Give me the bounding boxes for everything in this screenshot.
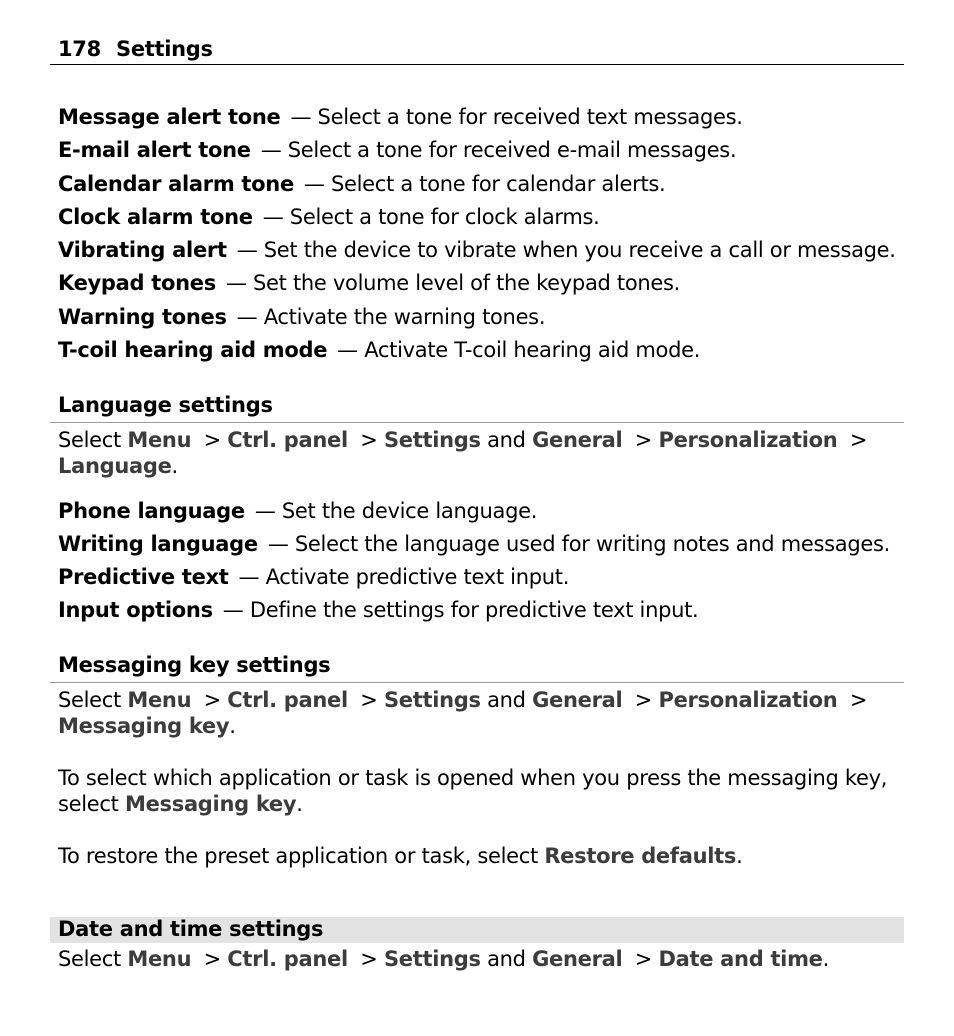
path-ctrl-panel: Ctrl. panel <box>227 947 348 971</box>
path-ctrl-panel: Ctrl. panel <box>227 688 348 712</box>
path-menu: Menu <box>127 947 192 971</box>
definition-term: Clock alarm tone <box>58 205 253 229</box>
definition-desc: — Select a tone for received text messages. <box>290 105 743 129</box>
definition-item <box>58 205 600 229</box>
path-text: Select <box>58 947 121 971</box>
page-header <box>50 34 904 65</box>
path-separator: > <box>203 428 221 452</box>
definition-term: Input options <box>58 598 213 622</box>
paragraph-end: . <box>296 792 303 816</box>
nav-path-datetime <box>58 946 898 972</box>
path-personalization: Personalization <box>658 688 838 712</box>
page-number: 178 <box>58 37 101 61</box>
path-text: and <box>487 688 526 712</box>
definition-desc: — Select a tone for calendar alerts. <box>303 172 666 196</box>
definition-term: Warning tones <box>58 305 227 329</box>
section-title: Messaging key settings <box>58 653 331 677</box>
definition-desc: — Select a tone for clock alarms. <box>262 205 600 229</box>
definition-item <box>58 305 545 329</box>
path-menu: Menu <box>127 428 192 452</box>
section-heading-datetime <box>50 917 904 943</box>
path-menu: Menu <box>127 688 192 712</box>
path-target: Date and time <box>658 947 823 971</box>
section-heading-language <box>50 393 904 423</box>
paragraph-messaging-select <box>58 765 898 817</box>
path-separator: > <box>634 428 653 452</box>
definition-desc: — Define the settings for predictive text input. <box>222 598 699 622</box>
path-general: General <box>532 947 623 971</box>
path-separator: > <box>849 688 868 712</box>
path-target: Messaging key <box>58 714 230 738</box>
paragraph-text: select <box>58 792 119 816</box>
path-text: and <box>487 428 526 452</box>
path-separator: > <box>634 688 653 712</box>
definition-item <box>58 172 665 196</box>
path-text: and <box>487 947 526 971</box>
definition-item <box>58 532 890 556</box>
path-separator: > <box>360 688 378 712</box>
definition-desc: — Activate the warning tones. <box>236 305 546 329</box>
definition-item <box>58 499 537 523</box>
definition-desc: — Set the device to vibrate when you receive a call or message. <box>236 238 896 262</box>
nav-path-language <box>58 427 898 479</box>
definition-desc: — Select the language used for writing notes and messages. <box>267 532 891 556</box>
path-separator: > <box>203 947 221 971</box>
definition-desc: — Set the volume level of the keypad tones. <box>225 271 681 295</box>
definition-term: T-coil hearing aid mode <box>58 338 328 362</box>
definition-desc: — Activate predictive text input. <box>238 565 570 589</box>
path-separator: > <box>360 947 378 971</box>
path-separator: > <box>849 428 868 452</box>
definition-term: Keypad tones <box>58 271 216 295</box>
path-end: . <box>822 947 829 971</box>
path-target: Language <box>58 454 172 478</box>
paragraph-end: . <box>736 844 743 868</box>
definition-desc: — Set the device language. <box>254 499 538 523</box>
section-title: Language settings <box>58 393 273 417</box>
page-section-title: Settings <box>116 37 213 61</box>
path-settings: Settings <box>383 688 481 712</box>
definition-desc: — Select a tone for received e-mail messages. <box>260 138 737 162</box>
definition-item <box>58 138 736 162</box>
path-settings: Settings <box>383 947 481 971</box>
path-separator: > <box>360 428 378 452</box>
path-text: Select <box>58 428 121 452</box>
path-text: Select <box>58 688 121 712</box>
path-separator: > <box>634 947 653 971</box>
definition-term: Phone language <box>58 499 245 523</box>
definition-item <box>58 338 700 362</box>
ui-term: Messaging key <box>125 792 297 816</box>
section-title: Date and time settings <box>58 917 324 941</box>
definition-term: Writing language <box>58 532 258 556</box>
ui-term: Restore defaults <box>544 844 737 868</box>
paragraph-text: To select which application or task is opened when you press the messaging key, <box>58 766 888 790</box>
path-settings: Settings <box>383 428 481 452</box>
definition-item <box>58 238 896 262</box>
definition-desc: — Activate T-coil hearing aid mode. <box>337 338 701 362</box>
definition-item <box>58 105 743 129</box>
definition-term: Message alert tone <box>58 105 281 129</box>
definition-item <box>58 565 569 589</box>
path-general: General <box>532 428 623 452</box>
definition-term: Vibrating alert <box>58 238 227 262</box>
definition-item <box>58 598 698 622</box>
path-personalization: Personalization <box>658 428 838 452</box>
definition-item <box>58 271 680 295</box>
paragraph-restore <box>58 843 898 869</box>
path-separator: > <box>203 688 221 712</box>
path-end: . <box>229 714 236 738</box>
path-general: General <box>532 688 623 712</box>
definition-term: Predictive text <box>58 565 229 589</box>
paragraph-text: To restore the preset application or task, select <box>58 844 538 868</box>
path-end: . <box>171 454 178 478</box>
path-ctrl-panel: Ctrl. panel <box>227 428 348 452</box>
section-heading-messaging <box>50 653 904 683</box>
definition-term: Calendar alarm tone <box>58 172 294 196</box>
nav-path-messaging <box>58 687 898 739</box>
definition-term: E-mail alert tone <box>58 138 251 162</box>
